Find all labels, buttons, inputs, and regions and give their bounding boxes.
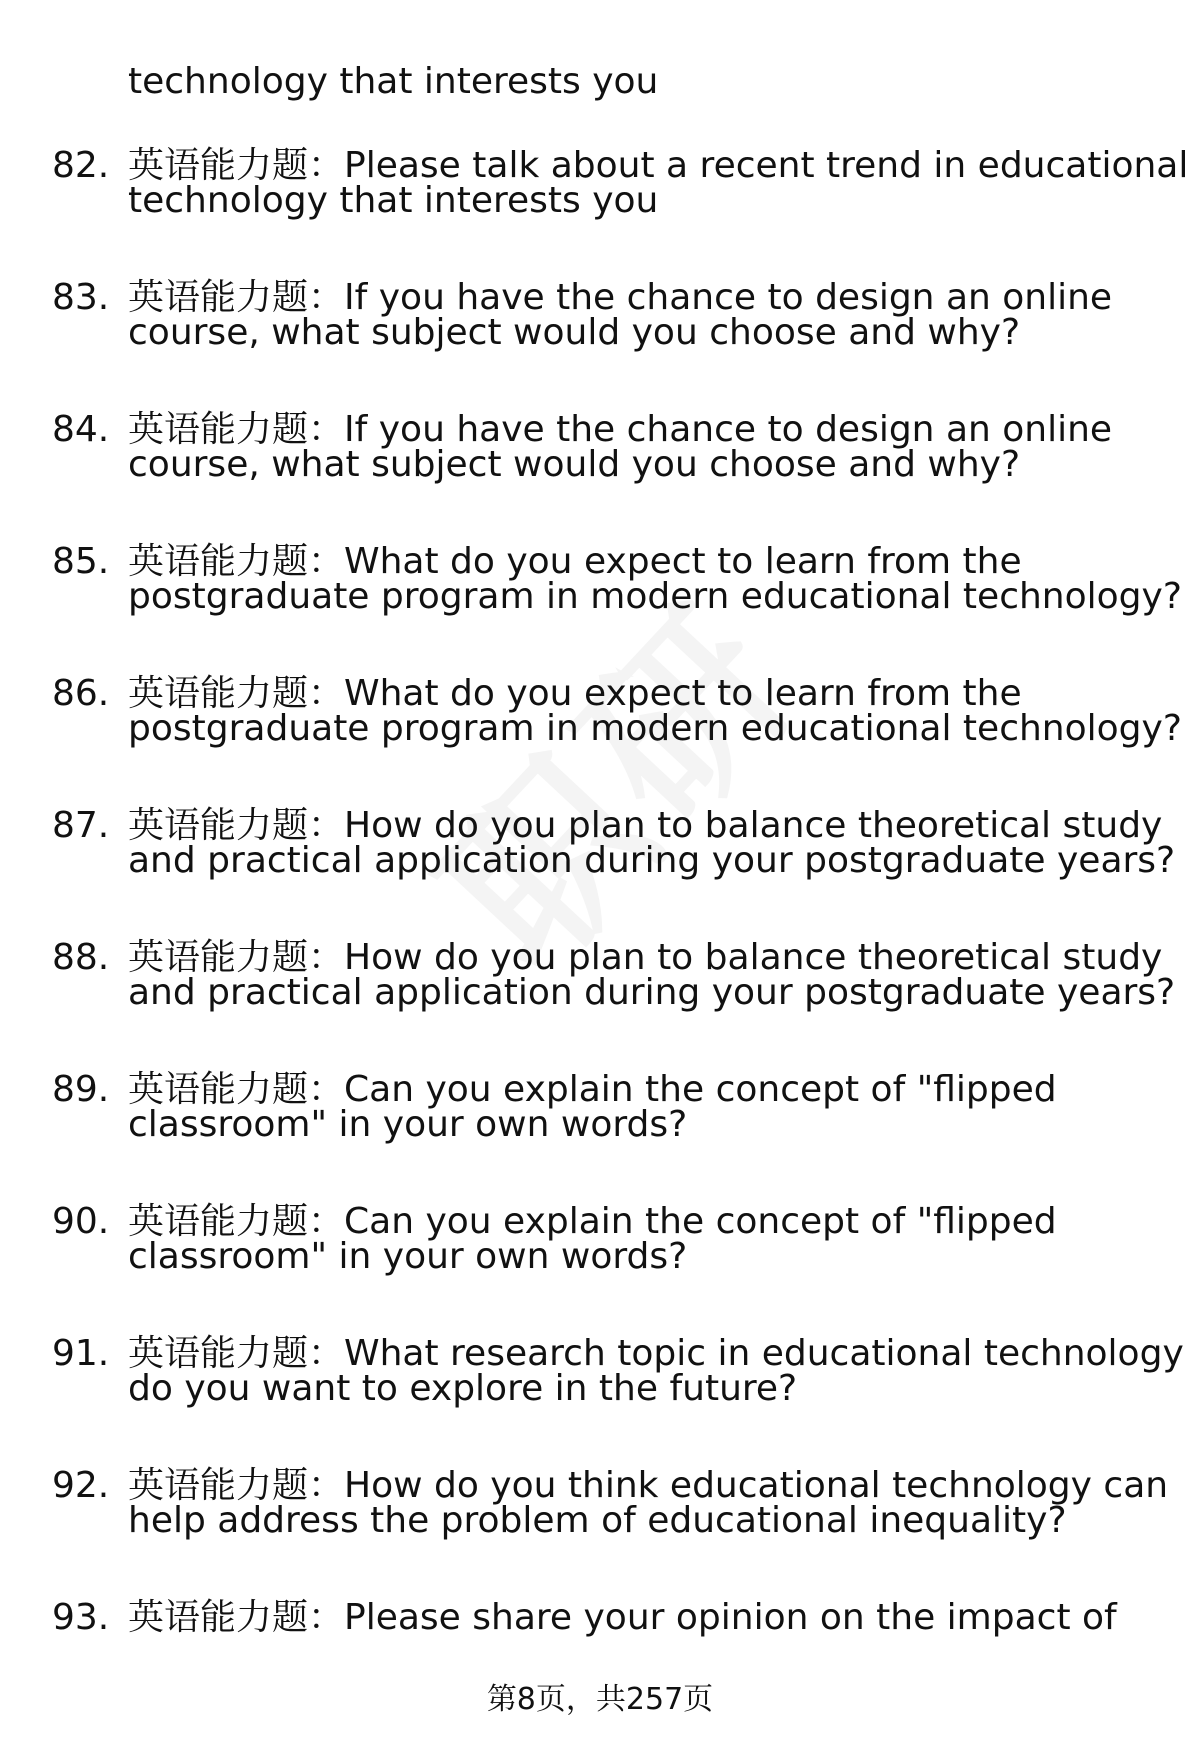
question-item: [0, 538, 1200, 621]
question-number: 92.: [52, 1465, 110, 1506]
question-text-line: 英语能力题：If you have the chance to design an online: [128, 409, 1113, 450]
question-number: 86.: [52, 673, 110, 714]
question-text-line: postgraduate program in modern educational technology?: [128, 708, 1182, 749]
question-text-line: help address the problem of educational inequality?: [128, 1500, 1067, 1541]
page-footer: 第8页，共257页: [486, 1682, 714, 1717]
question-text-line: technology that interests you: [128, 180, 659, 221]
question-text-line: and practical application during your postgraduate years?: [128, 840, 1176, 881]
question-list: [0, 142, 1200, 1642]
question-item: [0, 1198, 1200, 1281]
question-item: [0, 274, 1200, 357]
question-text-line: 英语能力题：If you have the chance to design an online: [128, 277, 1113, 318]
question-text: [128, 934, 1178, 1017]
question-text: [128, 670, 1182, 753]
question-text-line: 英语能力题：How do you plan to balance theoretical study: [128, 937, 1163, 978]
question-text: [128, 1594, 1178, 1642]
question-text: [128, 1066, 1178, 1149]
question-number: 87.: [52, 805, 110, 846]
question-text-line: 英语能力题：Can you explain the concept of "flipped: [128, 1069, 1057, 1110]
question-item: [0, 670, 1200, 753]
question-text-line: 英语能力题：What do you expect to learn from the: [128, 541, 1022, 582]
question-text-line: classroom" in your own words?: [128, 1104, 688, 1145]
question-text-line: 英语能力题：How do you plan to balance theoretical study: [128, 805, 1163, 846]
question-text: [128, 1462, 1178, 1545]
question-text: [128, 274, 1178, 357]
question-text-line: postgraduate program in modern educational technology?: [128, 576, 1182, 617]
question-text-line: 英语能力题：What research topic in educational technology: [128, 1333, 1184, 1374]
question-text-line: classroom" in your own words?: [128, 1236, 688, 1277]
question-item: [0, 802, 1200, 885]
question-text-line: course, what subject would you choose and why?: [128, 312, 1021, 353]
question-item: [0, 142, 1200, 225]
question-text-line: 英语能力题：Please share your opinion on the impact of: [128, 1597, 1117, 1638]
question-item: [0, 934, 1200, 1017]
question-number: 89.: [52, 1069, 110, 1110]
question-text: [128, 406, 1178, 489]
question-item: [0, 406, 1200, 489]
question-number: 84.: [52, 409, 110, 450]
question-text-line: course, what subject would you choose and why?: [128, 444, 1021, 485]
question-text: [128, 1198, 1178, 1281]
question-number: 85.: [52, 541, 110, 582]
question-number: 82.: [52, 145, 110, 186]
question-number: 91.: [52, 1333, 110, 1374]
question-item: [0, 1594, 1200, 1642]
question-text-line: 英语能力题：Please talk about a recent trend in educational: [128, 145, 1189, 186]
question-text: [128, 802, 1178, 885]
question-text-line: and practical application during your postgraduate years?: [128, 972, 1176, 1013]
question-text-line: 英语能力题：Can you explain the concept of "flipped: [128, 1201, 1057, 1242]
continued-question-text: technology that interests you: [128, 61, 659, 102]
question-number: 90.: [52, 1201, 110, 1242]
question-text: [128, 538, 1182, 621]
question-text-line: 英语能力题：What do you expect to learn from the: [128, 673, 1022, 714]
question-text-line: 英语能力题：How do you think educational technology can: [128, 1465, 1169, 1506]
question-text: [128, 1330, 1184, 1413]
question-number: 88.: [52, 937, 110, 978]
question-text: [128, 142, 1189, 225]
question-text-line: do you want to explore in the future?: [128, 1368, 798, 1409]
question-item: [0, 1462, 1200, 1545]
question-number: 83.: [52, 277, 110, 318]
question-number: 93.: [52, 1597, 110, 1638]
question-item: [0, 1066, 1200, 1149]
question-item: [0, 1330, 1200, 1413]
